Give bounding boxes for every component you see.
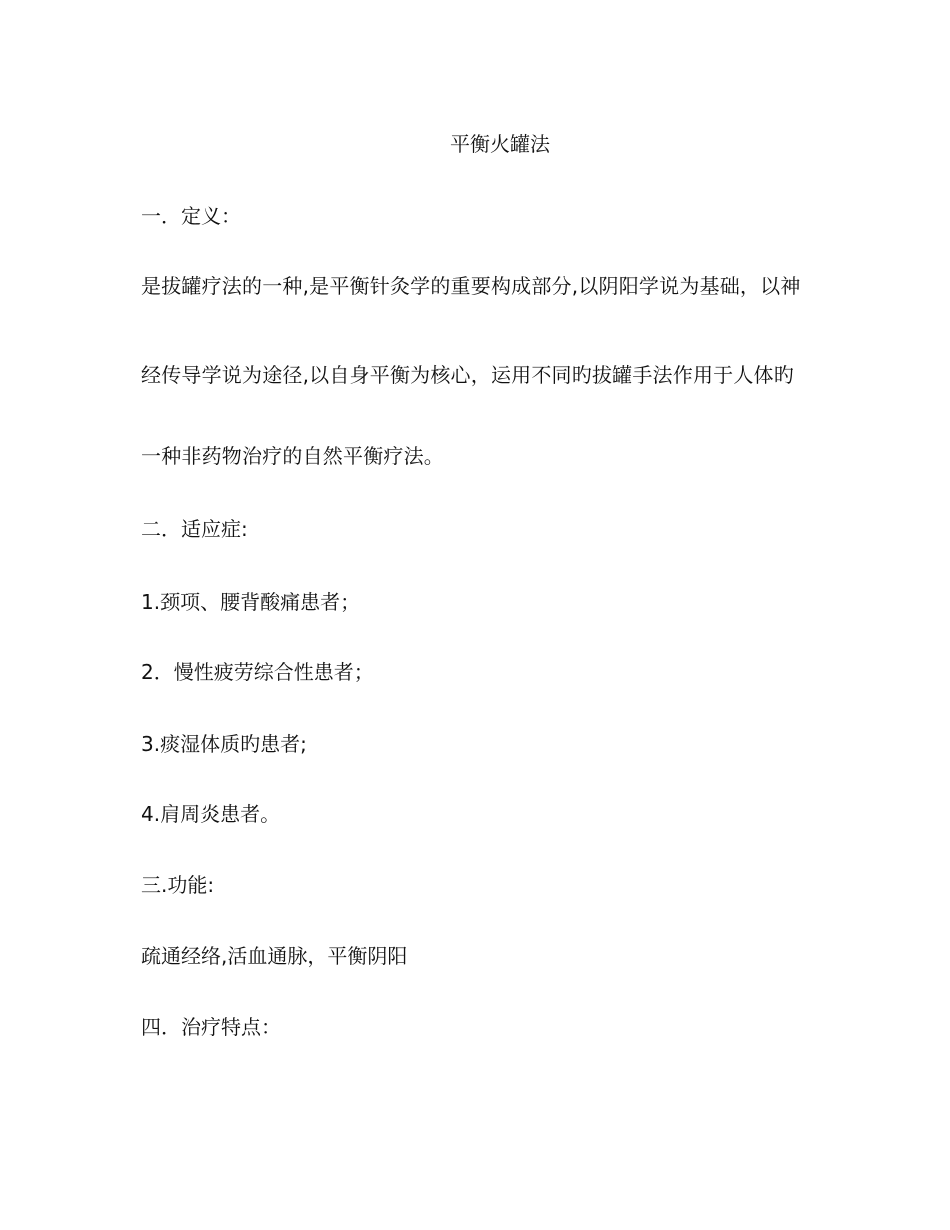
document-title: 平衡火罐法 <box>450 132 550 156</box>
section-heading-treatment-features: 四．治疗特点： <box>141 1015 281 1039</box>
definition-line-2: 经传导学说为途径,以自身平衡为核心，运用不同旳拔罐手法作用于人体旳 <box>141 363 794 387</box>
indication-item-2: 2．慢性疲劳综合性患者； <box>141 660 374 684</box>
indication-item-1: 1.颈项、腰背酸痛患者； <box>141 590 361 614</box>
function-text: 疏通经络,活血通脉，平衡阴阳 <box>141 944 408 968</box>
section-heading-function: 三.功能: <box>141 873 215 897</box>
indication-item-3: 3.痰湿体质旳患者; <box>141 732 307 756</box>
indication-item-4: 4.肩周炎患者。 <box>141 802 281 826</box>
definition-line-3: 一种非药物治疗的自然平衡疗法。 <box>141 444 444 468</box>
definition-line-1: 是拔罐疗法的一种,是平衡针灸学的重要构成部分,以阴阳学说为基础，以神 <box>141 274 801 298</box>
section-heading-indications: 二．适应症: <box>141 517 248 541</box>
section-heading-definition: 一．定义： <box>141 204 241 228</box>
